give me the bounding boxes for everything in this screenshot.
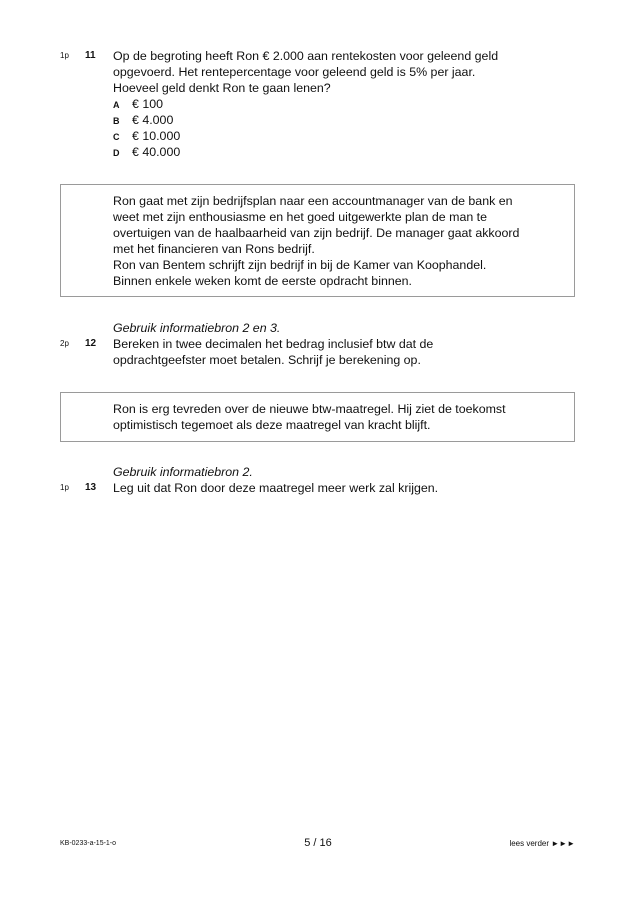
text-line: Leg uit dat Ron door deze maatregel meer werk zal krijgen. (113, 481, 439, 495)
question-number: 11 (85, 50, 96, 61)
page-footer (0, 838, 636, 852)
option-letter: A (113, 100, 120, 110)
continue-indicator: lees verder ►►► (509, 839, 575, 848)
question-number: 12 (85, 338, 97, 349)
answer-options (113, 96, 180, 160)
text-line: optimistisch tegemoet als deze maatregel van kracht blijft. (113, 418, 431, 432)
text-line: Ron is erg tevreden over de nieuwe btw-maatregel. Hij ziet de toekomst (113, 402, 506, 416)
text-line: Hoeveel geld denkt Ron te gaan lenen? (113, 81, 331, 95)
question-text (113, 336, 573, 368)
option-text: € 4.000 (132, 113, 174, 127)
answer-option-a (113, 96, 180, 112)
answer-option-c (113, 128, 180, 144)
text-line: Binnen enkele weken komt de eerste opdracht binnen. (113, 274, 412, 288)
text-line: opdrachtgeefster moet betalen. Schrijf je berekening op. (113, 353, 421, 367)
context-box (60, 184, 575, 297)
option-letter: D (113, 148, 120, 158)
option-letter: C (113, 132, 120, 142)
question-number: 13 (85, 482, 97, 493)
source-instruction: Gebruik informatiebron 2. (113, 465, 253, 479)
option-text: € 40.000 (132, 145, 181, 159)
text-line: weet met zijn enthousiasme en het goed uitgewerkte plan de man te (113, 210, 488, 224)
option-letter: B (113, 116, 120, 126)
question-text (113, 480, 573, 496)
question-text (113, 48, 573, 96)
document-code: KB-0233-a-15-1-o (60, 840, 117, 847)
question-points: 1p (60, 51, 69, 60)
text-line: overtuigen van de haalbaarheid van zijn bedrijf. De manager gaat akkoord (113, 226, 520, 240)
page-number: 5 / 16 (304, 837, 332, 849)
source-instruction: Gebruik informatiebron 2 en 3. (113, 321, 281, 335)
question-points: 1p (60, 483, 69, 492)
question-points: 2p (60, 339, 69, 348)
option-text: € 100 (132, 97, 164, 111)
text-line: met het financieren van Rons bedrijf. (113, 242, 315, 256)
option-text: € 10.000 (132, 129, 181, 143)
context-text (113, 401, 568, 433)
answer-option-b (113, 112, 180, 128)
text-line: Op de begroting heeft Ron € 2.000 aan rentekosten voor geleend geld (113, 49, 499, 63)
text-line: opgevoerd. Het rentepercentage voor geleend geld is 5% per jaar. (113, 65, 476, 79)
answer-option-d (113, 144, 180, 160)
text-line: Bereken in twee decimalen het bedrag inclusief btw dat de (113, 337, 434, 351)
context-box (60, 392, 575, 442)
text-line: Ron gaat met zijn bedrijfsplan naar een accountmanager van de bank en (113, 194, 513, 208)
text-line: Ron van Bentem schrijft zijn bedrijf in bij de Kamer van Koophandel. (113, 258, 487, 272)
context-text (113, 193, 568, 289)
